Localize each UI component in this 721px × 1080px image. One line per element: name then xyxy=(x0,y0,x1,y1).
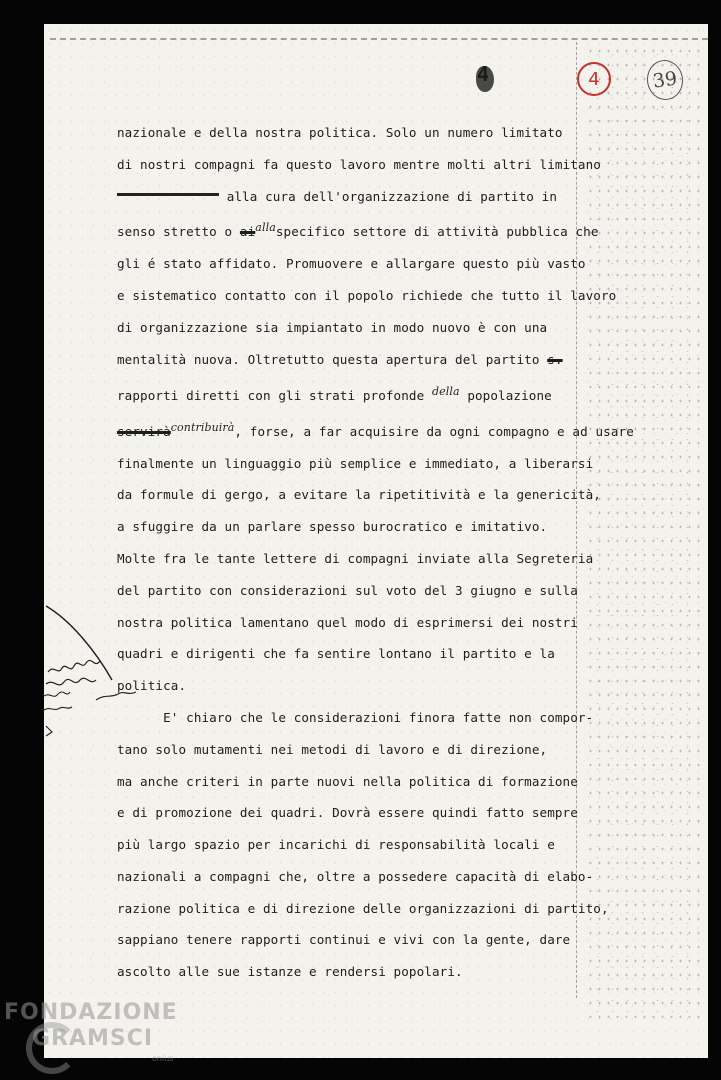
struck-word-scribble xyxy=(117,193,219,201)
handwritten-insertion: della xyxy=(431,384,460,398)
top-dashed-rule xyxy=(50,38,708,43)
text-line: a sfuggire da un parlare spesso burocratico e imitativo. xyxy=(117,519,548,535)
text-line: e sistematico contatto con il popolo richiede che tutto il lavoro xyxy=(117,288,617,304)
text-line: tano solo mutamenti nei metodi di lavoro e di direzione, xyxy=(117,741,548,757)
text-line: Molte fra le tante lettere di compagni inviate alla Segreteria xyxy=(117,550,594,566)
typed-body-text xyxy=(117,117,634,988)
red-page-stamp: 4 xyxy=(577,62,611,96)
pencil-page-number: 39 xyxy=(644,58,685,103)
fondazione-gramsci-watermark xyxy=(4,1000,204,1078)
text-line: gli é stato affidato. Promuovere e allargare questo più vasto xyxy=(117,256,586,272)
struck-word: ai xyxy=(239,224,256,240)
text-line: del partito con considerazioni sul voto del 3 giugno e sulla xyxy=(117,582,578,598)
text-line: da formule di gergo, a evitare la ripetitività e la genericità, xyxy=(117,487,601,503)
text-line: di organizzazione sia impiantato in modo nuovo è con una xyxy=(117,319,548,335)
text-line: e di promozione dei quadri. Dovrà essere quindi fatto sempre xyxy=(117,805,578,821)
text-line: finalmente un linguaggio più semplice e immediato, a liberarsi xyxy=(117,455,594,471)
text-line: di nostri compagni fa questo lavoro mentre molti altri limitano xyxy=(117,156,601,172)
struck-word: servirà xyxy=(117,423,171,439)
text-line: rapporti diretti con gli strati profonde $^{della}$ popolazione xyxy=(117,384,552,403)
document-page xyxy=(44,24,708,1058)
text-line: nazionale e della nostra politica. Solo un numero limitato xyxy=(117,125,563,140)
watermark-line1: FONDAZIONE xyxy=(4,1000,178,1025)
text-line: mentalità nuova. Oltretutto questa apertura del partito s. xyxy=(117,351,563,367)
text-line: più largo spazio per incarichi di responsabilità locali e xyxy=(117,837,555,853)
handwritten-insertion: contribuirà xyxy=(170,420,235,434)
watermark-line2: GRAMSCI xyxy=(32,1026,154,1051)
margin-handwriting-scribble xyxy=(0,580,140,740)
text-line: ascolto alle sue istanze e rendersi popolari. xyxy=(117,964,463,980)
text-line: alla cura dell'organizzazione di partito in xyxy=(117,181,617,213)
text-line: sappiano tenere rapporti continui e vivi con la gente, dare xyxy=(117,932,571,948)
text-line: servirà$^{contribuirà}$, forse, a far acquisire da ogni compagno e ad usare xyxy=(117,420,634,439)
handwritten-insertion: alla xyxy=(255,221,276,235)
typed-page-number: 4 xyxy=(477,62,490,86)
watermark-line3: onlus xyxy=(152,1054,174,1063)
text-line: E' chiaro che le considerazioni finora fatte non compor- xyxy=(117,709,594,725)
text-line: nostra politica lamentano quel modo di esprimersi dei nostri xyxy=(117,614,578,630)
struck-word: s. xyxy=(547,351,563,367)
text-line: razione politica e di direzione delle organizzazioni di partito, xyxy=(117,900,609,916)
text-line: quadri e dirigenti che fa sentire lontano il partito e la xyxy=(117,646,555,662)
text-line: nazionali a compagni che, oltre a possedere capacità di elabo- xyxy=(117,868,594,884)
text-line: ma anche criteri in parte nuovi nella politica di formazione xyxy=(117,773,578,789)
text-line: senso stretto o $ai^{alla}specifico$ settore di attività pubblica che xyxy=(117,221,599,240)
text-line: politica. xyxy=(117,678,187,694)
